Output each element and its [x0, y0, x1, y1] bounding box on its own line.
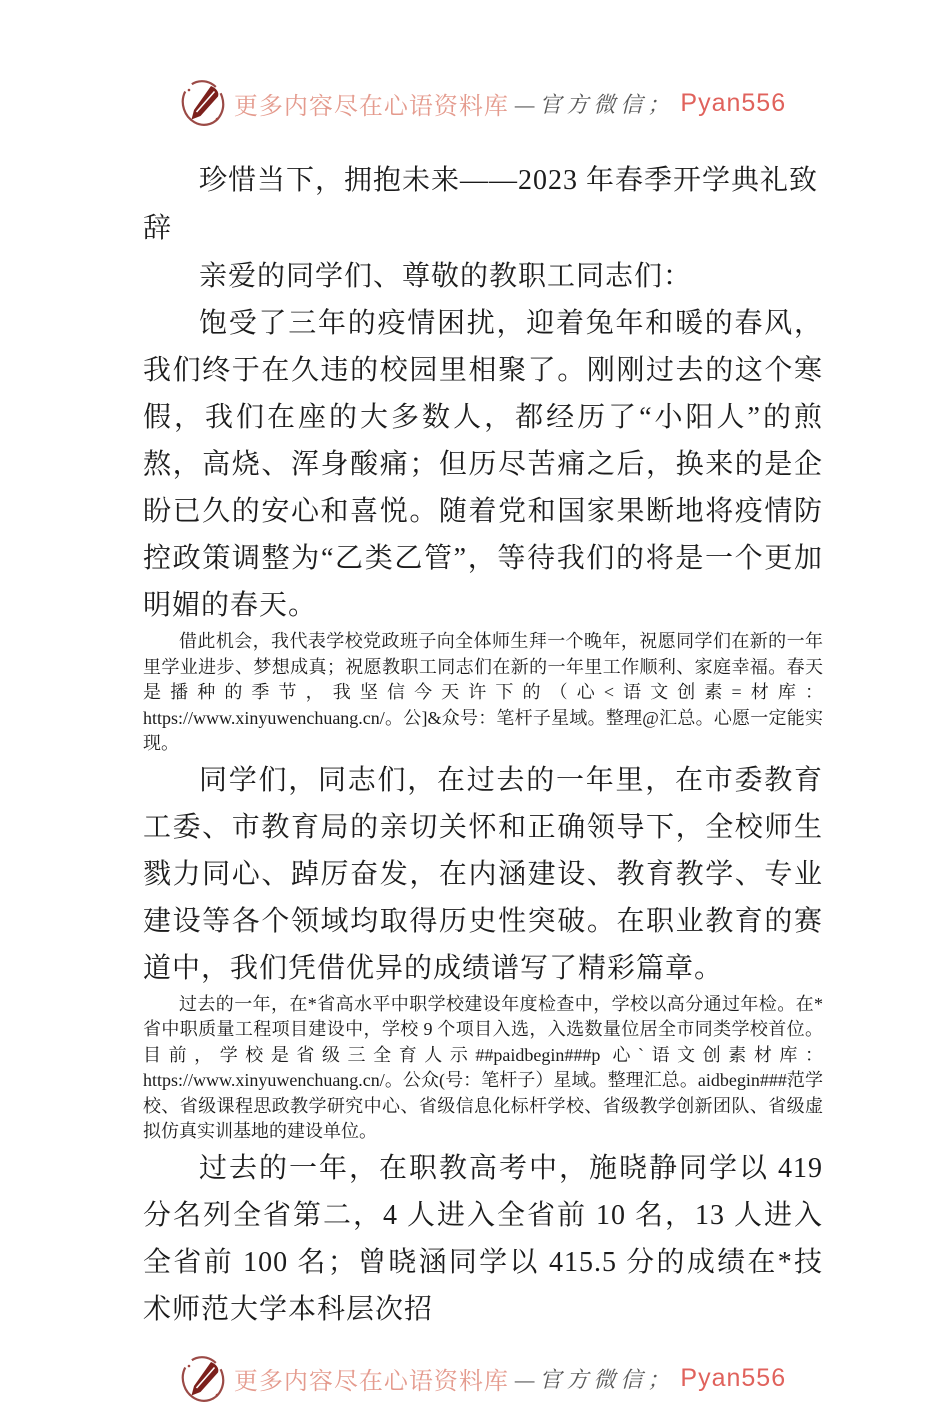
salutation-line: 亲爱的同学们、尊敬的教职工同志们：	[199, 261, 693, 292]
banner-main-text: 更多内容尽在心语资料库	[233, 93, 509, 120]
pen-nib-logo-icon	[180, 78, 226, 128]
paragraph-1: 饱受了三年的疫情困扰，迎着兔年和暖的春风，我们终于在久违的校园里相聚了。刚刚过去的这个寒假，我们在座的大多数人，都经历了“小阳人”的煎熬，高烧、浑身酸痛；但历尽苦痛之后，换来的是企盼已久的安心和喜悦。随着党和国家果断地将疫情防控政策调整为“乙类乙管”，等待我们的将是一个更加明媚的春天。	[143, 308, 823, 621]
document-body	[143, 157, 823, 1333]
paragraph-2: 借此机会，我代表学校党政班子向全体师生拜一个晚年，祝愿同学们在新的一年里学业进步、梦想成真；祝愿教职工同志们在新的一年里工作顺利、家庭幸福。春天是播种的季节，我坚信今天许下的（心<语文创素=材库：https://www.xinyuwenchuang.cn/。公]&众号：笔杆子星域。整理@汇总。心愿一定能实现。	[143, 631, 823, 753]
banner-main-text: 更多内容尽在心语资料库	[233, 1369, 509, 1395]
banner-wechat-account: Pyan556	[680, 88, 787, 117]
document-title: 珍惜当下，拥抱未来——2023 年春季开学典礼致辞	[143, 165, 819, 244]
paragraph-4: 过去的一年，在*省高水平中职学校建设年度检查中，学校以高分通过年检。在*省中职质量工程项目建设中，学校 9 个项目入选，入选数量位居全市同类学校首位。目前，学校是省级三全育人示##paidbegin###p 心`语文创素材库：https://www.xinyuwenchuang.cn/。公众(号：笔杆子）星域。整理汇总。aidbegin###范学校、省级课程思政教学研究中心、省级信息化标杆学校、省级教学创新团队、省级虚拟仿真实训基地的建设单位。	[143, 993, 823, 1141]
paragraph-3: 同学们，同志们，在过去的一年里，在市委教育工委、市教育局的亲切关怀和正确领导下，全校师生戮力同心、踔厉奋发，在内涵建设、教育教学、专业建设等各个领域均取得历史性突破。在职业教育的赛道中，我们凭借优异的成绩谱写了精彩篇章。	[143, 764, 823, 984]
header-banner	[143, 75, 823, 131]
banner-wechat-label: —官方微信；	[514, 1367, 675, 1392]
footer-banner	[143, 1351, 823, 1407]
pen-nib-logo-icon	[180, 1354, 226, 1404]
paragraph-5: 过去的一年，在职教高考中，施晓静同学以 419 分名列全省第二，4 人进入全省前 10 名，13 人进入全省前 100 名；曾晓涵同学以 415.5 分的成绩在*技术师范大学本科层次招	[143, 1152, 823, 1325]
banner-wechat-label: —官方微信；	[514, 91, 675, 117]
banner-wechat-account: Pyan556	[680, 1364, 787, 1392]
